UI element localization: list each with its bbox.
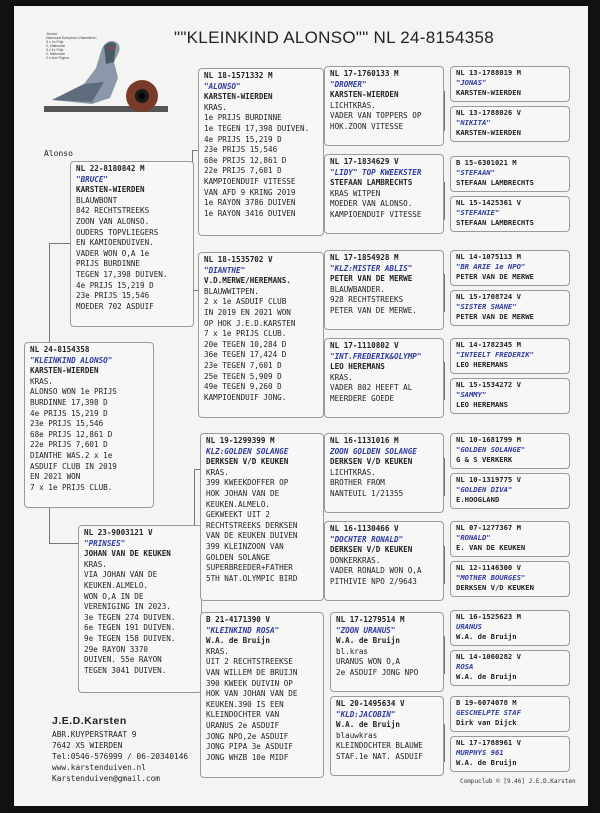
- ancestor-card[interactable]: [450, 650, 570, 686]
- detail-line: VAN DE KEUKEN DUIVEN: [206, 531, 298, 541]
- detail-line: 2 x 1e ASDUIF CLUB: [204, 297, 287, 307]
- detail-line: 7 x 1e PRIJS CLUB.: [204, 329, 287, 339]
- pigeon-name: "ALONSO": [204, 81, 241, 91]
- detail-line: BLAUWBONT: [76, 195, 118, 205]
- detail-line: KRAS WITPEN: [330, 188, 381, 198]
- grandfather-paternal-card[interactable]: [198, 68, 324, 236]
- pigeon-name: "BR ARIE 1e NPO": [456, 262, 526, 271]
- breeder-contact: [52, 713, 188, 784]
- pigeon-name: "KLEINKIND ALONSO": [30, 355, 113, 365]
- detail-line: 1e TEGEN 17,398 DUIVEN.: [204, 123, 310, 133]
- great-grandparent-card[interactable]: [330, 612, 444, 692]
- ancestor-card[interactable]: [450, 250, 570, 286]
- pigeon-name: "KLD:JACOBIN": [336, 709, 396, 719]
- detail-line: OUDERS TOPVLIEGERS: [76, 227, 159, 237]
- detail-line: 4e PRIJS 15,219 D: [204, 134, 282, 144]
- pigeon-name: "BRUCE": [76, 174, 109, 184]
- ancestor-card[interactable]: [450, 156, 570, 192]
- detail-line: TEGEN 3041 DUIVEN.: [84, 665, 167, 675]
- ancestor-card[interactable]: [450, 66, 570, 102]
- detail-line: 36e TEGEN 17,424 D: [204, 350, 287, 360]
- footer-credit: Compuclub © [9.46] J.E.D.Karsten: [460, 778, 576, 785]
- ring-number: NL 20-1495634 V: [336, 699, 405, 708]
- breeder-phone: Tel:0546-576999 / 06-20340146: [52, 752, 189, 761]
- ring-number: NL 16-1131016 M: [330, 436, 399, 445]
- detail-line: URANUS 2e ASDUIF: [206, 720, 280, 730]
- ring-number: NL 15-1708724 V: [456, 292, 521, 301]
- detail-line: KAMPIOENDUIF VITESSE: [330, 209, 422, 219]
- great-grandparent-card[interactable]: [324, 338, 444, 418]
- detail-line: JONG PIPA 3e ASDUIF: [206, 742, 293, 752]
- page-title: ""KLEINKIND ALONSO"" NL 24-8154358: [174, 28, 495, 47]
- subject-card[interactable]: [24, 342, 154, 508]
- detail-line: JONG NPO,2e ASDUIF: [206, 731, 289, 741]
- detail-line: URANUS WON O,A: [336, 657, 401, 667]
- pigeon-name: "STEFAAN": [456, 168, 495, 177]
- pigeon-name: "DROMER": [330, 79, 367, 89]
- detail-line: bl.kras: [336, 646, 369, 656]
- detail-line: 399 KWEEKDOFFER OP: [206, 478, 289, 488]
- detail-line: VADER 802 HEEFT AL: [330, 383, 413, 393]
- pigeon-name: "ZOON URANUS": [336, 625, 396, 635]
- detail-line: GOLDEN SOLANGE: [206, 552, 271, 562]
- owner: PETER VAN DE MERWE: [330, 274, 413, 284]
- detail-line: HOK.ZOON VITESSE: [330, 121, 404, 131]
- great-grandparent-card[interactable]: [330, 696, 444, 776]
- owner: DERKSEN V/D KEUKEN: [330, 545, 413, 555]
- ancestor-card[interactable]: [450, 610, 570, 646]
- owner: LEO HEREMANS: [456, 400, 508, 409]
- detail-line: EN 2021 WON: [30, 472, 81, 482]
- detail-line: VIA JOHAN VAN DE: [84, 570, 158, 580]
- detail-line: RECHTSTREEKS DERKSEN: [206, 520, 298, 530]
- great-grandparent-card[interactable]: [324, 154, 444, 234]
- tree-line: [444, 724, 445, 762]
- detail-line: HOK JOHAN VAN DE: [206, 488, 280, 498]
- detail-line: 6e TEGEN 191 DUIVEN.: [84, 623, 176, 633]
- owner: E.HOOGLAND: [456, 495, 500, 504]
- detail-line: BROTHER FROM: [330, 478, 385, 488]
- detail-line: ZOON VAN ALONSO.: [76, 216, 150, 226]
- detail-line: STAF.1e NAT. ASDUIF: [336, 751, 423, 761]
- detail-line: 1e PRIJS BURDINNE: [204, 113, 282, 123]
- grandmother-maternal-card[interactable]: [200, 612, 324, 778]
- pigeon-name: URANUS: [456, 622, 482, 631]
- detail-line: KRAS.: [206, 646, 229, 656]
- owner: E. VAN DE KEUKEN: [456, 543, 526, 552]
- detail-line: KAMPIOENDUIF VITESSE: [204, 176, 296, 186]
- detail-line: 842 RECHTSTREEKS: [76, 206, 150, 216]
- pedigree-sheet: [14, 6, 588, 806]
- logo-caption: 'Alonso' Nationaal Kampioen Vlaanderen 3 x 1e Prijs Z. Nationaal 3 x 1e Prijs 2. Nationaal 2 x Ace Pigeon: [46, 32, 97, 60]
- pigeon-name: "KLEINKIND ROSA": [206, 625, 280, 635]
- owner: PETER VAN DE MERWE: [456, 272, 534, 281]
- breeder-address: ABR.KUYPERSTRAAT 9: [52, 730, 137, 739]
- ancestor-card[interactable]: [450, 338, 570, 374]
- detail-line: IN 2019 EN 2021 WON: [204, 307, 291, 317]
- ring-number: NL 17-1279514 M: [336, 615, 405, 624]
- detail-line: BURDINNE 17,398 D: [30, 397, 108, 407]
- great-grandparent-card[interactable]: [324, 250, 444, 330]
- breeder-city: 7642 XS WIERDEN: [52, 741, 123, 750]
- ring-number: NL 19-1299399 M: [206, 436, 275, 445]
- detail-line: BLAUWBANDER.: [330, 284, 385, 294]
- detail-line: VADER RONALD WON O,A: [330, 566, 422, 576]
- pigeon-name: "NIKITA": [456, 118, 491, 127]
- detail-line: 23e PRIJS 15,546: [204, 145, 278, 155]
- detail-line: KEUKEN.390 IS EEN: [206, 699, 284, 709]
- pigeon-name: "MOTHER BOURGES": [456, 573, 526, 582]
- ancestor-card[interactable]: [450, 290, 570, 326]
- owner: V.D.MERWE/HEREMANS.: [204, 276, 291, 286]
- owner: STEFAAN LAMBRECHTS: [330, 178, 413, 188]
- ring-number: NL 13-1788026 V: [456, 108, 521, 117]
- detail-line: 1e RAYON 3786 DUIVEN: [204, 198, 296, 208]
- owner: G & S VERKERK: [456, 455, 513, 464]
- detail-line: KRAS.: [30, 376, 53, 386]
- grandfather-maternal-card[interactable]: [200, 433, 324, 601]
- detail-line: KLEINDOCHTER BLAUWE: [336, 741, 423, 751]
- owner: KARSTEN-WIERDEN: [30, 366, 99, 376]
- detail-line: PETER VAN DE MERWE.: [330, 305, 417, 315]
- detail-line: 3e TEGEN 274 DUIVEN.: [84, 612, 176, 622]
- tree-line: [444, 458, 445, 496]
- pigeon-name: "SAMMY": [456, 390, 487, 399]
- detail-line: TEGEN 17,398 DUIVEN.: [76, 269, 168, 279]
- tree-line: [444, 91, 445, 131]
- ring-number: NL 14-1075113 M: [456, 252, 521, 261]
- pigeon-name: "INT.FREDERIK&OLYMP": [330, 351, 422, 361]
- ring-number: NL 23-9003121 V: [84, 528, 153, 537]
- pigeon-name: "INTEELT FREDERIK": [456, 350, 534, 359]
- ancestor-card[interactable]: [450, 696, 570, 732]
- detail-line: ASDUIF CLUB IN 2019: [30, 461, 117, 471]
- ring-number: NL 17-1854928 M: [330, 253, 399, 262]
- detail-line: 928 RECHTSTREEKS: [330, 295, 404, 305]
- ring-number: NL 14-1060282 V: [456, 652, 521, 661]
- owner: LEO HEREMANS: [456, 360, 508, 369]
- detail-line: KEUKEN.ALMELO.: [206, 499, 271, 509]
- owner: W.A. de Bruijn: [456, 632, 517, 641]
- detail-line: KEUKEN.ALMELO.: [84, 580, 149, 590]
- detail-line: 399 KLEINZOON VAN: [206, 541, 284, 551]
- mother-card[interactable]: [78, 525, 202, 693]
- pigeon-name: "GOLDEN SOLANGE": [456, 445, 526, 454]
- ring-number: NL 16-1130466 V: [330, 524, 399, 533]
- detail-line: JONG WHZB 10e MIDF: [206, 752, 289, 762]
- tree-line: [49, 243, 71, 244]
- father-card[interactable]: [70, 161, 194, 327]
- detail-line: GEKWEEKT UIT 2: [206, 510, 271, 520]
- pigeon-name: MURPHYS 961: [456, 748, 504, 757]
- ring-number: B 21-4171390 V: [206, 615, 271, 624]
- owner: W.A. de Bruijn: [206, 636, 271, 646]
- detail-line: MOEDER VAN ALONSO.: [330, 199, 413, 209]
- detail-line: WON O,A IN DE: [84, 591, 144, 601]
- detail-line: KRAS.: [206, 467, 229, 477]
- great-grandparent-card[interactable]: [324, 66, 444, 146]
- tree-line: [444, 182, 445, 220]
- pigeon-name: "PRINSES": [84, 538, 126, 548]
- breeder-website[interactable]: www.karstenduiven.nl: [52, 763, 146, 772]
- ancestor-card[interactable]: [450, 736, 570, 772]
- detail-line: VERENIGING IN 2023.: [84, 602, 171, 612]
- ring-number: NL 18-1571332 M: [204, 71, 273, 80]
- owner: Dirk van Dijck: [456, 718, 517, 727]
- owner: STEFAAN LAMBRECHTS: [456, 218, 534, 227]
- detail-line: VAN AFD 9 KRING 2019: [204, 187, 296, 197]
- grandmother-paternal-card[interactable]: [198, 252, 324, 418]
- tree-line: [444, 636, 445, 674]
- ancestor-card[interactable]: [450, 106, 570, 142]
- detail-line: LICHTKRAS.: [330, 467, 376, 477]
- pigeon-name: ZOON GOLDEN SOLANGE: [330, 446, 417, 456]
- detail-line: BLAUWWITPEN.: [204, 286, 259, 296]
- detail-line: OP HOK J.E.D.KARSTEN: [204, 318, 296, 328]
- detail-line: MEERDERE GOEDE: [330, 393, 395, 403]
- detail-line: HOK VAN JOHAN VAN DE: [206, 689, 298, 699]
- owner: LEO HEREMANS: [330, 362, 385, 372]
- owner: KARSTEN-WIERDEN: [76, 185, 145, 195]
- tree-line: [444, 274, 445, 312]
- owner: KARSTEN-WIERDEN: [330, 90, 399, 100]
- detail-line: VADER VAN TOPPERS OP: [330, 111, 422, 121]
- owner: DERKSEN V/D KEUKEN: [206, 457, 289, 467]
- ring-number: B 19-6074078 M: [456, 698, 517, 707]
- ring-number: NL 15-1534272 V: [456, 380, 521, 389]
- detail-line: 29e RAYON 3370: [84, 644, 149, 654]
- pigeon-name: "LIDY" TOP KWEEKSTER: [330, 167, 422, 177]
- detail-line: VADER WON O,A 1e: [76, 248, 150, 258]
- subject-photo-name: Alonso: [44, 149, 73, 158]
- detail-line: 49e TEGEN 9,260 D: [204, 382, 282, 392]
- detail-line: 22e PRIJS 7,601 D: [204, 166, 282, 176]
- ring-number: NL 24-8154358: [30, 345, 90, 354]
- ancestor-card[interactable]: [450, 521, 570, 557]
- detail-line: ALONSO WON 1e PRIJS: [30, 387, 117, 397]
- detail-line: VAN WILLEM DE BRUIJN: [206, 667, 298, 677]
- ring-number: NL 10-1319775 V: [456, 475, 521, 484]
- detail-line: 23e PRIJS 15,546: [76, 291, 150, 301]
- ring-number: NL 17-1760133 M: [330, 69, 399, 78]
- detail-line: KAMPIOENDUIF JONG.: [204, 392, 287, 402]
- owner: STEFAAN LAMBRECHTS: [456, 178, 534, 187]
- detail-line: LICHTKRAS.: [330, 100, 376, 110]
- detail-line: 7 x 1e PRIJS CLUB.: [30, 482, 113, 492]
- pigeon-name: "DIANTHE": [204, 265, 246, 275]
- detail-line: 23e TEGEN 7,601 D: [204, 360, 282, 370]
- pigeon-name: "STEFANIE": [456, 208, 500, 217]
- ring-number: B 15-6301021 M: [456, 158, 517, 167]
- pigeon-name: "SISTER SHANE": [456, 302, 517, 311]
- ring-number: NL 12-1146300 V: [456, 563, 521, 572]
- tree-line: [444, 546, 445, 584]
- detail-line: 390 KWEEK DUIVIN OP: [206, 678, 293, 688]
- breeder-email[interactable]: Karstenduiven@gmail.com: [52, 774, 160, 783]
- detail-line: 25e TEGEN 5,909 D: [204, 371, 282, 381]
- pigeon-name: "RONALD": [456, 533, 491, 542]
- pigeon-name: "JONAS": [456, 78, 487, 87]
- pigeon-photo: [44, 32, 168, 118]
- detail-line: 4e PRIJS 15,219 D: [76, 280, 154, 290]
- ancestor-card[interactable]: [450, 433, 570, 469]
- ring-number: NL 17-1110802 V: [330, 341, 399, 350]
- detail-line: 68e PRIJS 12,861 D: [30, 429, 113, 439]
- detail-line: PRIJS BURDINNE: [76, 259, 141, 269]
- detail-line: 20e TEGEN 10,284 D: [204, 339, 287, 349]
- detail-line: EN KAMIOENDUIVEN.: [76, 238, 154, 248]
- detail-line: 4e PRIJS 15,219 D: [30, 408, 108, 418]
- great-grandparent-card[interactable]: [324, 433, 444, 513]
- ancestor-card[interactable]: [450, 378, 570, 414]
- detail-line: KRAS.: [84, 559, 107, 569]
- ring-number: NL 07-1277367 M: [456, 523, 521, 532]
- detail-line: blauwkras: [336, 730, 378, 740]
- detail-line: PITHIVIE NPO 2/9643: [330, 576, 417, 586]
- owner: JOHAN VAN DE KEUKEN: [84, 549, 171, 559]
- detail-line: 1e RAYON 3416 DUIVEN: [204, 208, 296, 218]
- great-grandparent-card[interactable]: [324, 521, 444, 601]
- pigeon-name: "GOLDEN DIVA": [456, 485, 513, 494]
- owner: W.A. de Bruijn: [456, 758, 517, 767]
- pigeon-name: KLZ:GOLDEN SOLANGE: [206, 446, 289, 456]
- owner: PETER VAN DE MERWE: [456, 312, 534, 321]
- ring-number: NL 14-1782345 M: [456, 340, 521, 349]
- owner: DERKSEN V/D KEUKEN: [456, 583, 534, 592]
- pigeon-name: ROSA: [456, 662, 474, 671]
- ring-number: NL 10-1681799 M: [456, 435, 521, 444]
- detail-line: DONKERKRAS.: [330, 555, 381, 565]
- ancestor-card[interactable]: [450, 561, 570, 597]
- ring-number: NL 15-1425361 V: [456, 198, 521, 207]
- detail-line: UIT 2 RECHTSTREEKSE: [206, 657, 293, 667]
- detail-line: MOEDER 702 ASDUIF: [76, 301, 154, 311]
- ring-number: NL 17-1834629 V: [330, 157, 399, 166]
- owner: KARSTEN-WIERDEN: [456, 128, 521, 137]
- ring-number: NL 16-1525623 M: [456, 612, 521, 621]
- detail-line: KRAS.: [330, 372, 353, 382]
- owner: KARSTEN-WIERDEN: [204, 92, 273, 102]
- detail-line: 22e PRIJS 7,601 D: [30, 440, 108, 450]
- detail-line: 5TH NAT.OLYMPIC BIRD: [206, 573, 298, 583]
- ring-number: NL 22-8180842 M: [76, 164, 145, 173]
- owner: W.A. de Bruijn: [456, 672, 517, 681]
- ring-number: NL 13-1788019 M: [456, 68, 521, 77]
- detail-line: 2e ASDUIF JONG NPO: [336, 667, 419, 677]
- tree-line: [444, 362, 445, 400]
- owner: KARSTEN-WIERDEN: [456, 88, 521, 97]
- pigeon-name: "KLZ:MISTER ABLIS": [330, 263, 413, 273]
- detail-line: KRAS.: [204, 102, 227, 112]
- owner: W.A. de Bruijn: [336, 720, 401, 730]
- detail-line: NANTEUIL 1/21355: [330, 488, 404, 498]
- ancestor-card[interactable]: [450, 196, 570, 232]
- owner: W.A. de Bruijn: [336, 636, 401, 646]
- detail-line: KLEINDOCHTER VAN: [206, 710, 280, 720]
- ring-number: NL 17-1788961 V: [456, 738, 521, 747]
- pigeon-name: "DOCHTER RONALD": [330, 534, 404, 544]
- detail-line: SUPERBREEDER+FATHER: [206, 563, 293, 573]
- owner: DERKSEN V/D KEUKEN: [330, 457, 413, 467]
- detail-line: DUIVEN. 55e RAYON: [84, 655, 162, 665]
- ancestor-card[interactable]: [450, 473, 570, 509]
- detail-line: 68e PRIJS 12,861 D: [204, 155, 287, 165]
- ring-number: NL 18-1535702 V: [204, 255, 273, 264]
- pigeon-name: GESCHELPTE STAF: [456, 708, 521, 717]
- breeder-name: J.E.D.Karsten: [52, 715, 127, 727]
- detail-line: DIANTHE WAS.2 x 1e: [30, 450, 113, 460]
- detail-line: 23e PRIJS 15,546: [30, 419, 104, 429]
- detail-line: 9e TEGEN 158 DUIVEN.: [84, 633, 176, 643]
